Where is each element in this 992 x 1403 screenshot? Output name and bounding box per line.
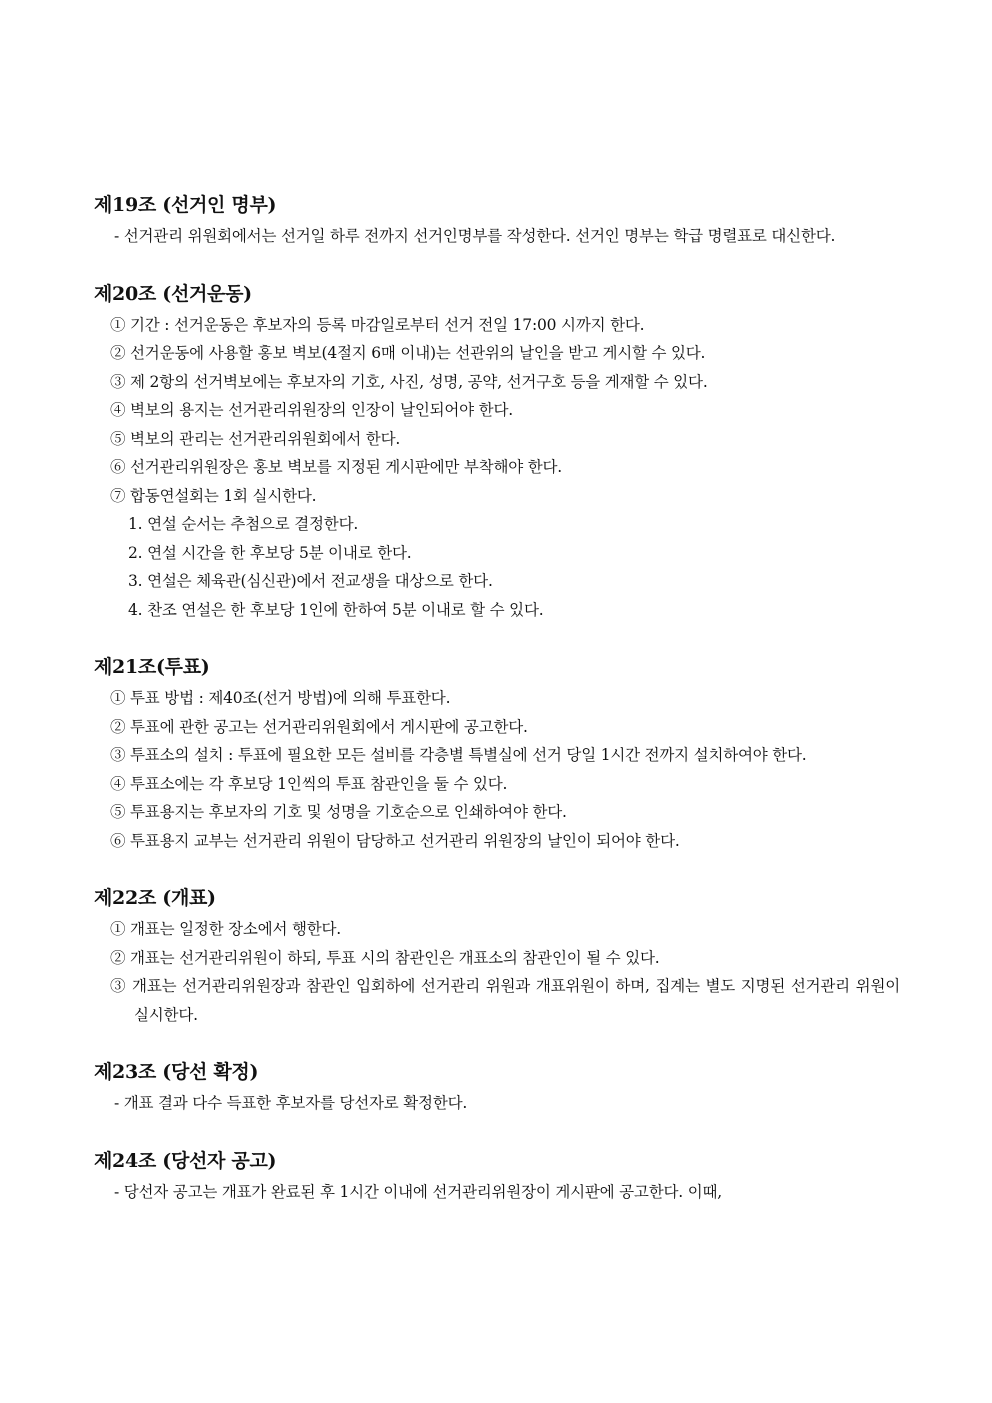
article-heading: 제19조 (선거인 명부) [94,194,277,216]
article-heading: 제21조(투표) [94,656,210,678]
sub-clause-item: 2. 연설 시간을 한 후보당 5분 이내로 한다. [128,543,412,562]
document-page [94,190,900,1234]
clause-item: ④ 벽보의 용지는 선거관리위원장의 인장이 날인되어야 한다. [110,401,513,419]
article-19 [94,190,900,251]
article-24 [94,1146,900,1207]
clause-item: ① 기간 : 선거운동은 후보자의 등록 마감일로부터 선거 전일 17:00 시까지 한다. [110,315,645,334]
clause-item: ① 개표는 일정한 장소에서 행한다. [110,920,341,938]
clause-item: ② 개표는 선거관리위원이 하되, 투표 시의 참관인은 개표소의 참관인이 될 수 있다. [110,948,660,967]
sub-clause-item: 3. 연설은 체육관(심신관)에서 전교생을 대상으로 한다. [128,572,493,590]
article-heading: 제23조 (당선 확정) [94,1061,259,1083]
article-text: - 선거관리 위원회에서는 선거일 하루 전까지 선거인명부를 작성한다. 선거인 명부는 학급 명렬표로 대신한다. [114,227,836,245]
article-22 [94,883,900,1029]
clause-item: ⑥ 선거관리위원장은 홍보 벽보를 지정된 게시판에만 부착해야 한다. [110,458,562,476]
clause-item: ⑦ 합동연설회는 1회 실시한다. [110,486,317,505]
clause-item: ⑤ 투표용지는 후보자의 기호 및 성명을 기호순으로 인쇄하여야 한다. [110,803,567,821]
clause-item: ① 투표 방법 : 제40조(선거 방법)에 의해 투표한다. [110,689,451,707]
clause-item: ② 선거운동에 사용할 홍보 벽보(4절지 6매 이내)는 선관위의 날인을 받고 게시할 수 있다. [110,344,706,362]
article-heading: 제22조 (개표) [94,887,216,909]
clause-item: ② 투표에 관한 공고는 선거관리위원회에서 게시판에 공고한다. [110,717,528,736]
article-text: - 개표 결과 다수 득표한 후보자를 당선자로 확정한다. [114,1094,468,1112]
clause-item: ⑥ 투표용지 교부는 선거관리 위원이 담당하고 선거관리 위원장의 날인이 되어야 한다. [110,831,680,850]
clause-item: ③ 개표는 선거관리위원장과 참관인 입회하에 선거관리 위원과 개표위원이 하며, 집계는 별도 지명된 선거관리 위원이 실시한다. [110,977,900,1024]
article-20 [94,279,900,625]
article-heading: 제24조 (당선자 공고) [94,1149,277,1172]
clause-item: ④ 투표소에는 각 후보당 1인씩의 투표 참관인을 둘 수 있다. [110,774,508,793]
article-21 [94,652,900,855]
article-heading: 제20조 (선거운동) [94,282,252,305]
article-text: - 당선자 공고는 개표가 완료된 후 1시간 이내에 선거관리위원장이 게시판에 공고한다. 이때, [114,1182,722,1201]
sub-clause-item: 1. 연설 순서는 추첨으로 결정한다. [128,515,359,533]
clause-item: ③ 제 2항의 선거벽보에는 후보자의 기호, 사진, 성명, 공약, 선거구호 등을 게재할 수 있다. [110,372,708,391]
clause-item: ③ 투표소의 설치 : 투표에 필요한 모든 설비를 각층별 특별실에 선거 당일 1시간 전까지 설치하여야 한다. [110,746,807,764]
sub-clause-item: 4. 찬조 연설은 한 후보당 1인에 한하여 5분 이내로 할 수 있다. [128,600,544,619]
clause-item: ⑤ 벽보의 관리는 선거관리위원회에서 한다. [110,429,401,448]
article-23 [94,1057,900,1118]
